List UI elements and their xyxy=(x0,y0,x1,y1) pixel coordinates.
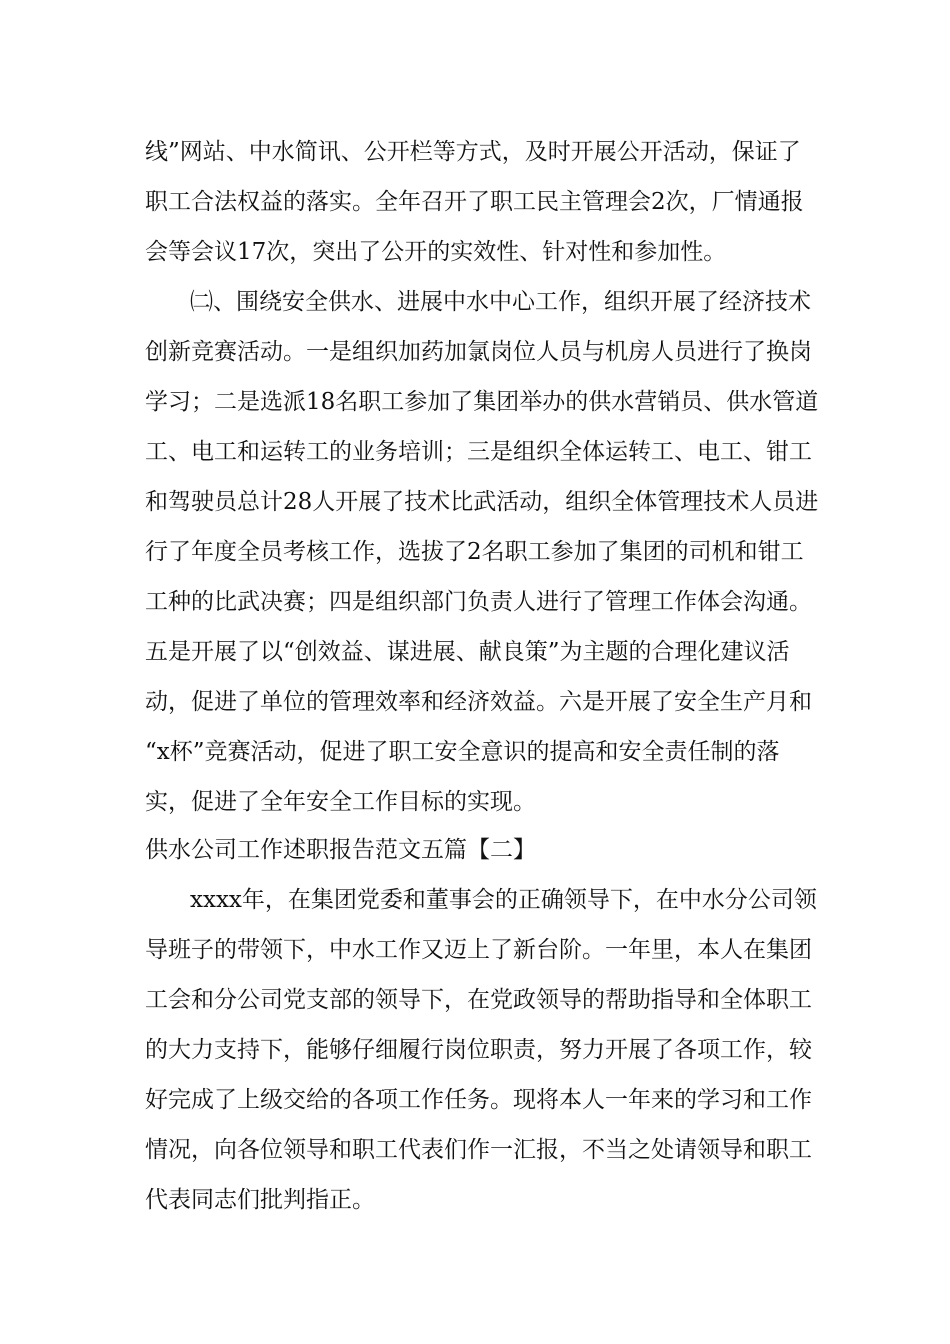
paragraph-line: 动，促进了单位的管理效率和经济效益。六是开展了安全生产月和 xyxy=(145,689,812,715)
section-title: 供水公司工作述职报告范文五篇【二】 xyxy=(145,837,536,863)
paragraph-line: 五是开展了以“创效益、谋进展、献良策”为主题的合理化建议活 xyxy=(145,639,790,665)
paragraph-line: 工种的比武决赛；四是组织部门负责人进行了管理工作体会沟通。 xyxy=(145,589,812,615)
paragraph-line: 线”网站、中水简讯、公开栏等方式，及时开展公开活动，保证了 xyxy=(145,139,801,165)
paragraph-line: ㈡、围绕安全供水、进展中水中心工作，组织开展了经济技术 xyxy=(190,289,811,315)
paragraph-line: 好完成了上级交给的各项工作任务。现将本人一年来的学习和工作 xyxy=(145,1087,812,1113)
paragraph-line: 职工合法权益的落实。全年召开了职工民主管理会2次，厂情通报 xyxy=(145,189,804,215)
paragraph-line: 创新竞赛活动。一是组织加药加氯岗位人员与机房人员进行了换岗 xyxy=(145,339,812,365)
paragraph-line: 会等会议17次，突出了公开的实效性、针对性和参加性。 xyxy=(145,239,727,265)
paragraph-line: 代表同志们批判指正。 xyxy=(145,1187,375,1213)
paragraph-line: 情况，向各位领导和职工代表们作一汇报，不当之处请领导和职工 xyxy=(145,1137,812,1163)
paragraph-line: xxxx年，在集团党委和董事会的正确领导下，在中水分公司领 xyxy=(190,887,817,913)
paragraph-line: 行了年度全员考核工作，选拔了2名职工参加了集团的司机和钳工 xyxy=(145,539,804,565)
paragraph-line: 和驾驶员总计28人开展了技术比武活动，组织全体管理技术人员进 xyxy=(145,489,819,515)
paragraph-line: 工、电工和运转工的业务培训；三是组织全体运转工、电工、钳工 xyxy=(145,439,812,465)
paragraph-line: 导班子的带领下，中水工作又迈上了新台阶。一年里，本人在集团 xyxy=(145,937,812,963)
paragraph-line: “x杯”竞赛活动，促进了职工安全意识的提高和安全责任制的落 xyxy=(145,739,780,765)
paragraph-line: 工会和分公司党支部的领导下，在党政领导的帮助指导和全体职工 xyxy=(145,987,812,1013)
paragraph-line: 实，促进了全年安全工作目标的实现。 xyxy=(145,789,536,815)
paragraph-line: 的大力支持下，能够仔细履行岗位职责，努力开展了各项工作，较 xyxy=(145,1037,812,1063)
paragraph-line: 学习；二是选派18名职工参加了集团举办的供水营销员、供水管道 xyxy=(145,389,819,415)
